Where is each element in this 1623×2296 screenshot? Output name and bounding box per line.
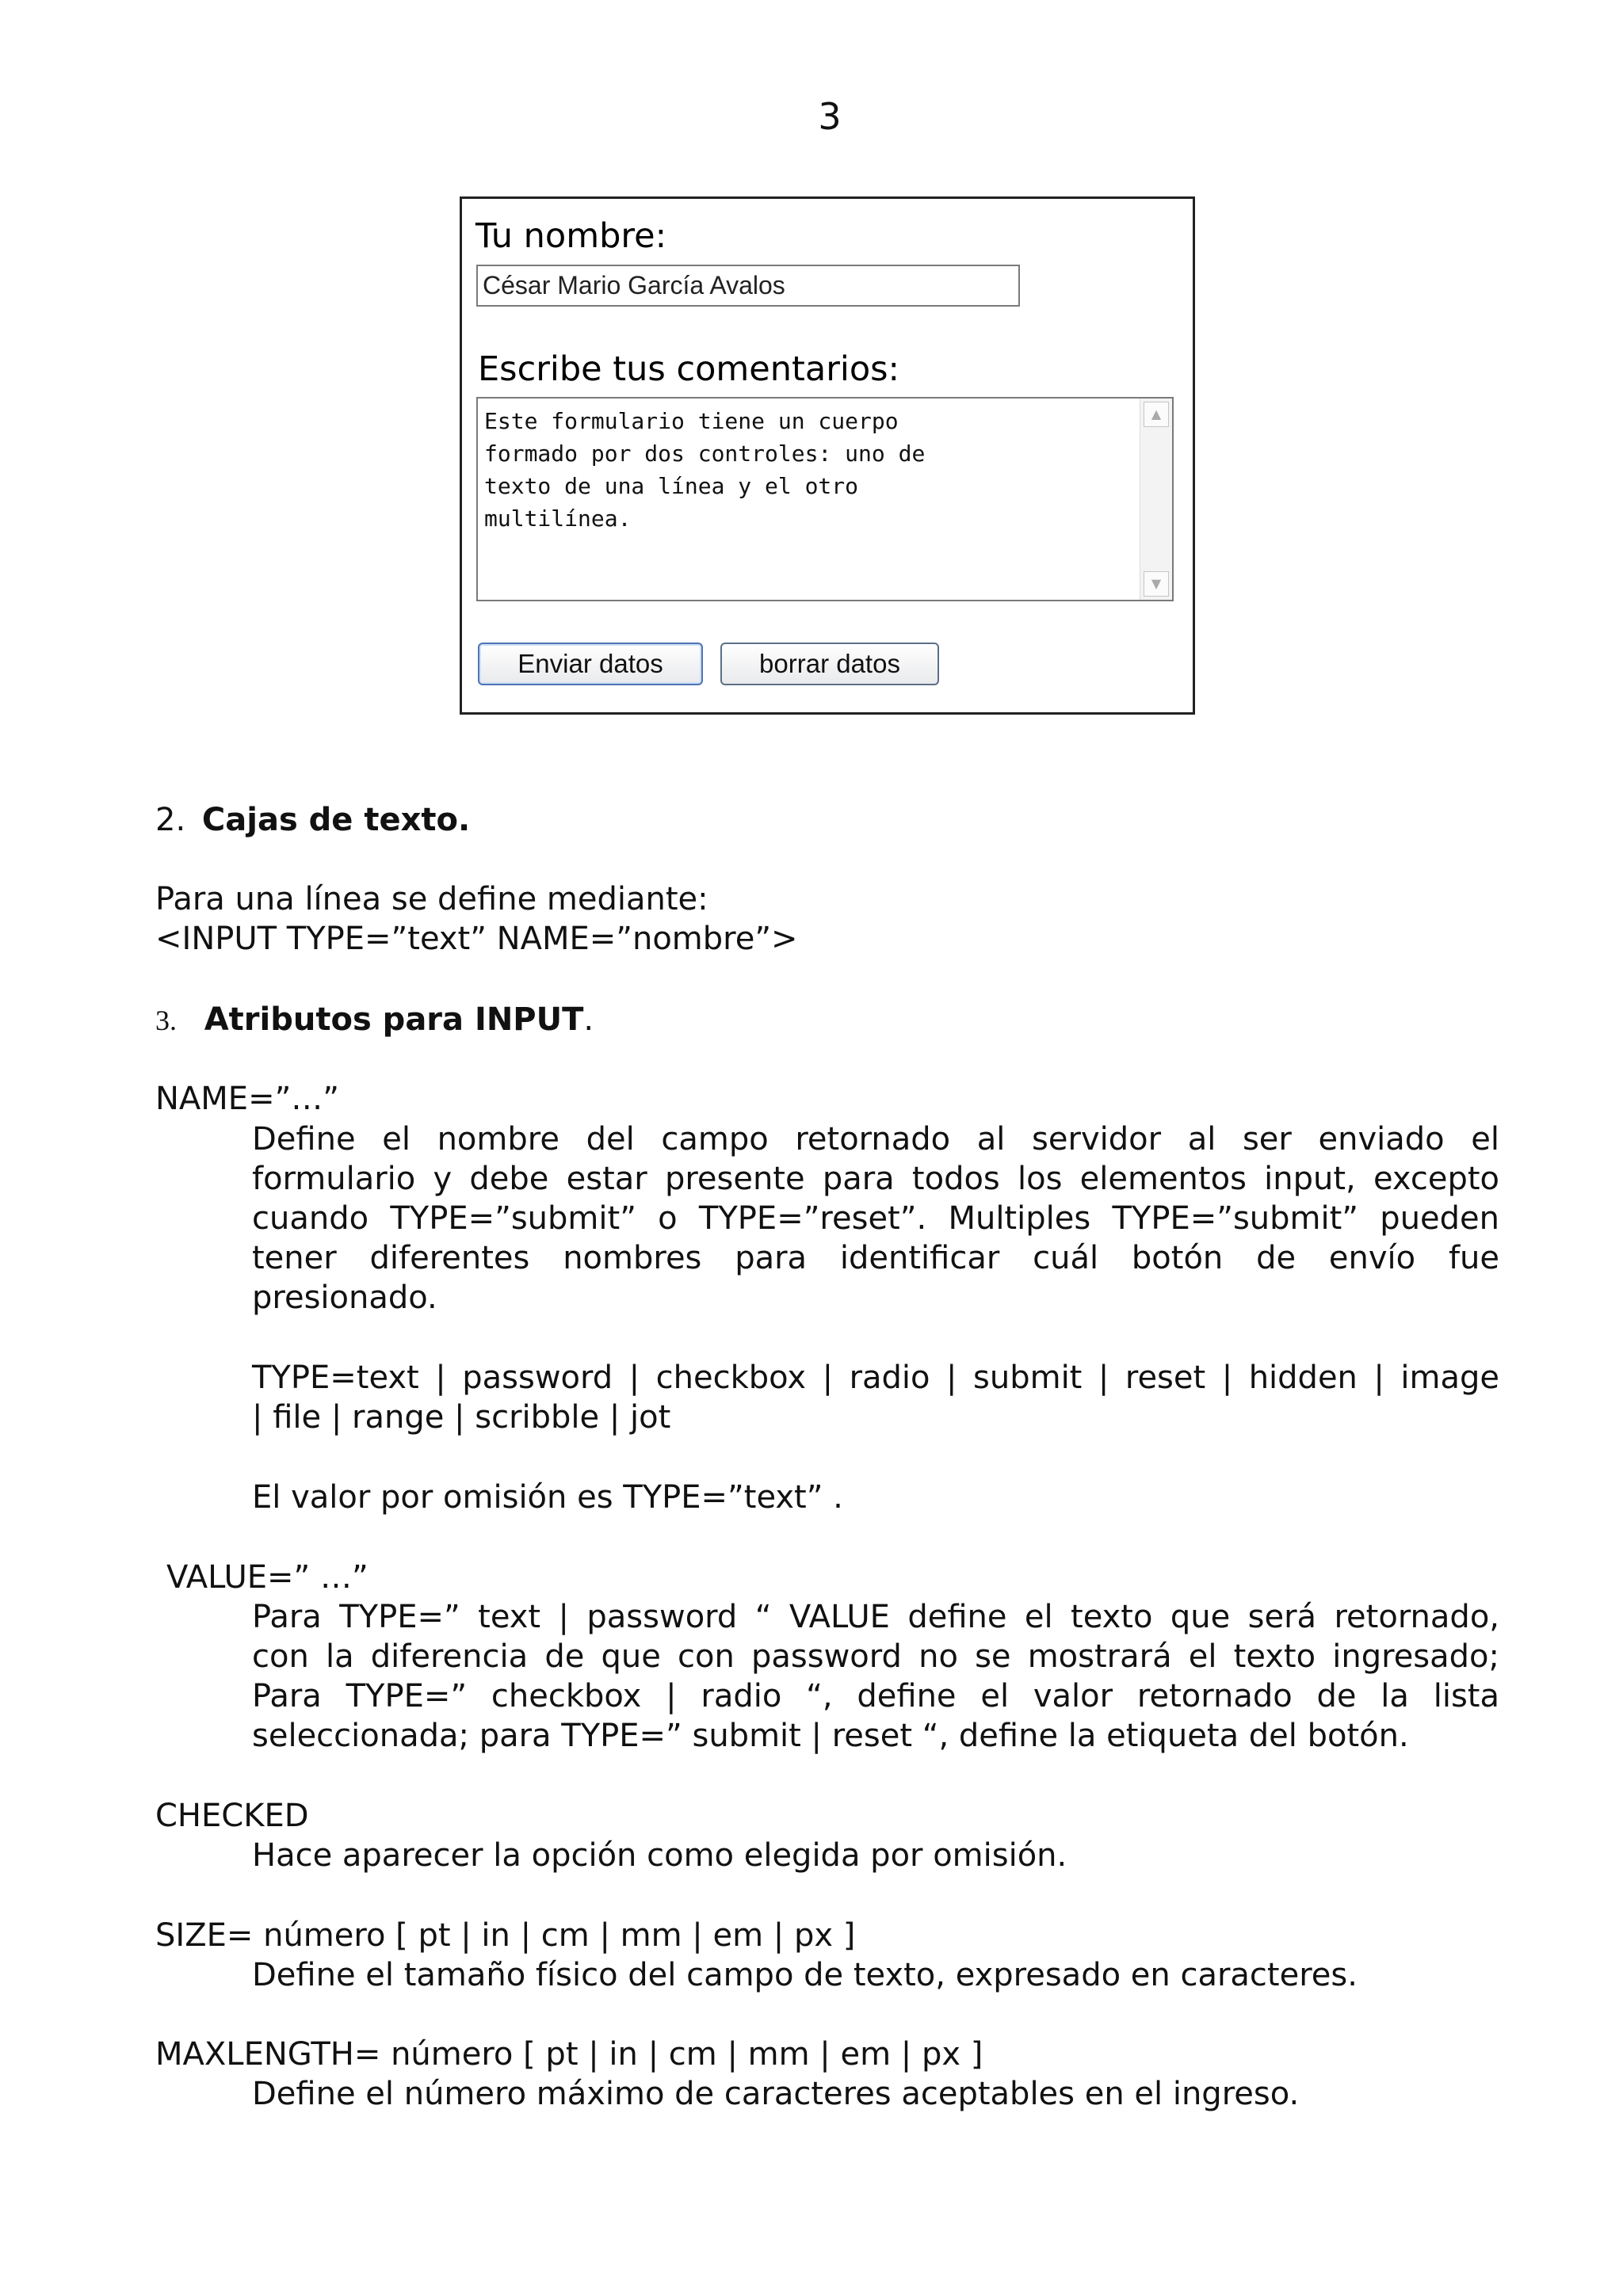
comments-text	[484, 405, 1118, 535]
type-values-line: TYPE=text | password | checkbox | radio | submit | reset | hidden | image	[252, 1360, 1499, 1396]
comments-line: texto de una línea y el otro	[484, 473, 859, 499]
send-button[interactable]: Enviar datos	[478, 643, 703, 685]
maxlength-attr-desc: Define el número máximo de caracteres aceptables en el ingreso.	[252, 2076, 1300, 2112]
clear-button[interactable]: borrar datos	[720, 643, 939, 685]
name-attr-line: cuando TYPE=”submit” o TYPE=”reset”. Multiples TYPE=”submit” pueden	[252, 1200, 1499, 1237]
section-3-heading	[155, 1000, 594, 1040]
checked-attr-heading: CHECKED	[155, 1798, 309, 1834]
comments-scrollbar[interactable]	[1140, 399, 1172, 600]
page-number: 3	[818, 95, 842, 138]
maxlength-attr-heading: MAXLENGTH= número [ pt | in | cm | mm | em | px ]	[155, 2036, 983, 2073]
type-default: El valor por omisión es TYPE=”text” .	[252, 1479, 843, 1516]
value-attr-line: con la diferencia de que con password no se mostrará el texto ingresado;	[252, 1638, 1499, 1675]
section-number: 3.	[155, 1005, 177, 1036]
value-attr-line: seleccionada; para TYPE=” submit | reset “, define la etiqueta del botón.	[252, 1718, 1409, 1754]
comments-textarea[interactable]	[476, 397, 1174, 601]
value-attr-line: Para TYPE=” text | password “ VALUE define el texto que será retornado,	[252, 1599, 1499, 1635]
section-title: Atributos para INPUT	[204, 1001, 584, 1038]
scroll-up-icon[interactable]: ▲	[1144, 402, 1169, 427]
comments-label: Escribe tus comentarios:	[478, 349, 900, 389]
section-2-heading	[155, 800, 470, 840]
form-screenshot	[460, 196, 1195, 715]
section-2-intro: Para una línea se define mediante:	[155, 881, 708, 917]
size-attr-desc: Define el tamaño físico del campo de texto, expresado en caracteres.	[252, 1957, 1358, 1993]
name-attr-heading: NAME=”…”	[155, 1081, 340, 1117]
value-attr-line: Para TYPE=” checkbox | radio “, define el valor retornado de la lista	[252, 1678, 1499, 1714]
value-attr-heading: VALUE=” …”	[166, 1559, 369, 1596]
name-attr-line: presionado.	[252, 1280, 437, 1316]
type-values-line: | file | range | scribble | jot	[252, 1399, 671, 1436]
name-field[interactable]: César Mario García Avalos	[476, 265, 1020, 307]
section-number: 2.	[155, 802, 186, 838]
scroll-down-icon[interactable]: ▼	[1144, 571, 1169, 597]
size-attr-heading: SIZE= número [ pt | in | cm | mm | em | px ]	[155, 1917, 856, 1954]
comments-line: Este formulario tiene un cuerpo	[484, 408, 899, 434]
name-attr-line: tener diferentes nombres para identificar cuál botón de envío fue	[252, 1240, 1499, 1276]
name-attr-line: Define el nombre del campo retornado al servidor al ser enviado el	[252, 1121, 1499, 1158]
comments-line: formado por dos controles: uno de	[484, 441, 926, 467]
checked-attr-desc: Hace aparecer la opción como elegida por omisión.	[252, 1837, 1067, 1874]
section-title-end: .	[583, 1001, 594, 1038]
section-title: Cajas de texto.	[201, 802, 471, 838]
section-2-code: <INPUT TYPE=”text” NAME=”nombre”>	[155, 921, 798, 957]
name-label: Tu nombre:	[475, 216, 667, 256]
name-attr-line: formulario y debe estar presente para todos los elementos input, excepto	[252, 1161, 1499, 1197]
comments-line: multilínea.	[484, 505, 632, 532]
